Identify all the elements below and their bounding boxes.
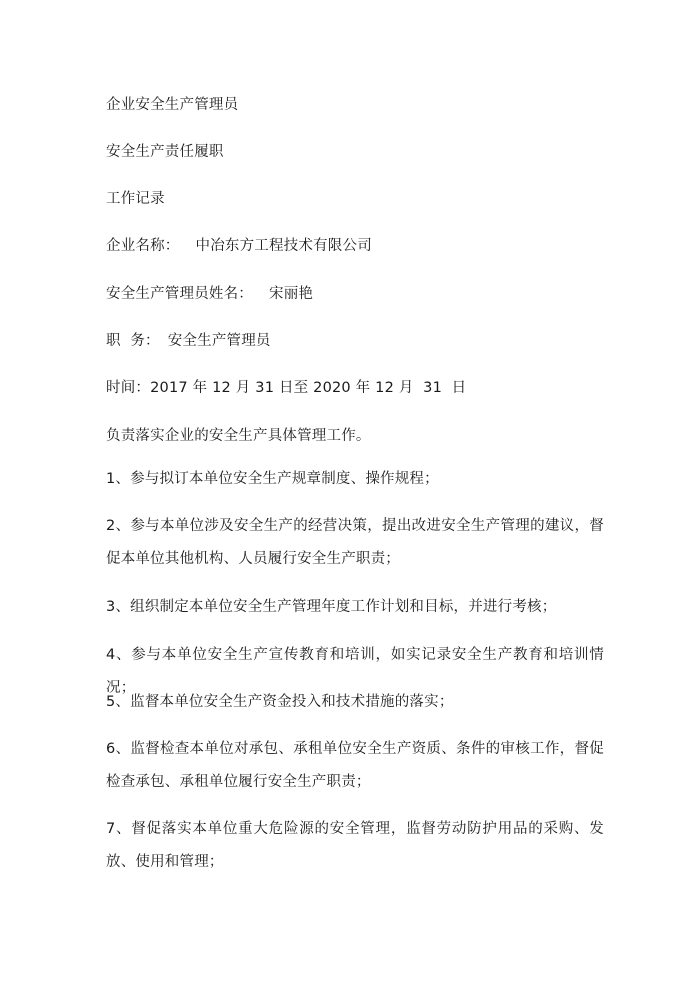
title-line-3: 工作记录 [106,191,165,207]
duty-item-2: 2、参与本单位涉及安全生产的经营决策，提出改进安全生产管理的建议，督促本单位其他机构、人员履行安全生产职责； [106,518,604,567]
manager-label: 安全生产管理员姓名： [106,286,253,302]
company-label: 企业名称： [106,238,180,254]
position-value: 安全生产管理员 [167,333,271,349]
duty-item-5: 5、监督本单位安全生产资金投入和技术措施的落实； [106,694,454,710]
title-line-2: 安全生产责任履职 [106,144,224,160]
duty-item-3: 3、组织制定本单位安全生产管理年度工作计划和目标，并进行考核； [106,599,557,615]
company-row [106,234,372,255]
title-line-1: 企业安全生产管理员 [106,97,239,113]
intro-line: 负责落实企业的安全生产具体管理工作。 [106,428,371,444]
duty-item-1: 1、参与拟订本单位安全生产规章制度、操作规程； [106,471,439,487]
period-row: 时间：2017 年 12 月 31 日至 2020 年 12 月 31 日 [106,380,467,396]
company-value: 中冶东方工程技术有限公司 [195,238,372,254]
manager-value: 宋丽艳 [269,286,314,302]
manager-row [106,282,313,303]
duty-item-7: 7、督促落实本单位重大危险源的安全管理，监督劳动防护用品的采购、发放、使用和管理； [106,821,604,870]
position-row [106,329,271,350]
position-label: 职 务： [106,333,160,349]
duty-item-6: 6、监督检查本单位对承包、承租单位安全生产资质、条件的审核工作，督促检查承包、承租单位履行安全生产职责； [106,741,604,790]
duty-item-4: 4、参与本单位安全生产宣传教育和培训，如实记录安全生产教育和培训情况； [106,647,604,696]
